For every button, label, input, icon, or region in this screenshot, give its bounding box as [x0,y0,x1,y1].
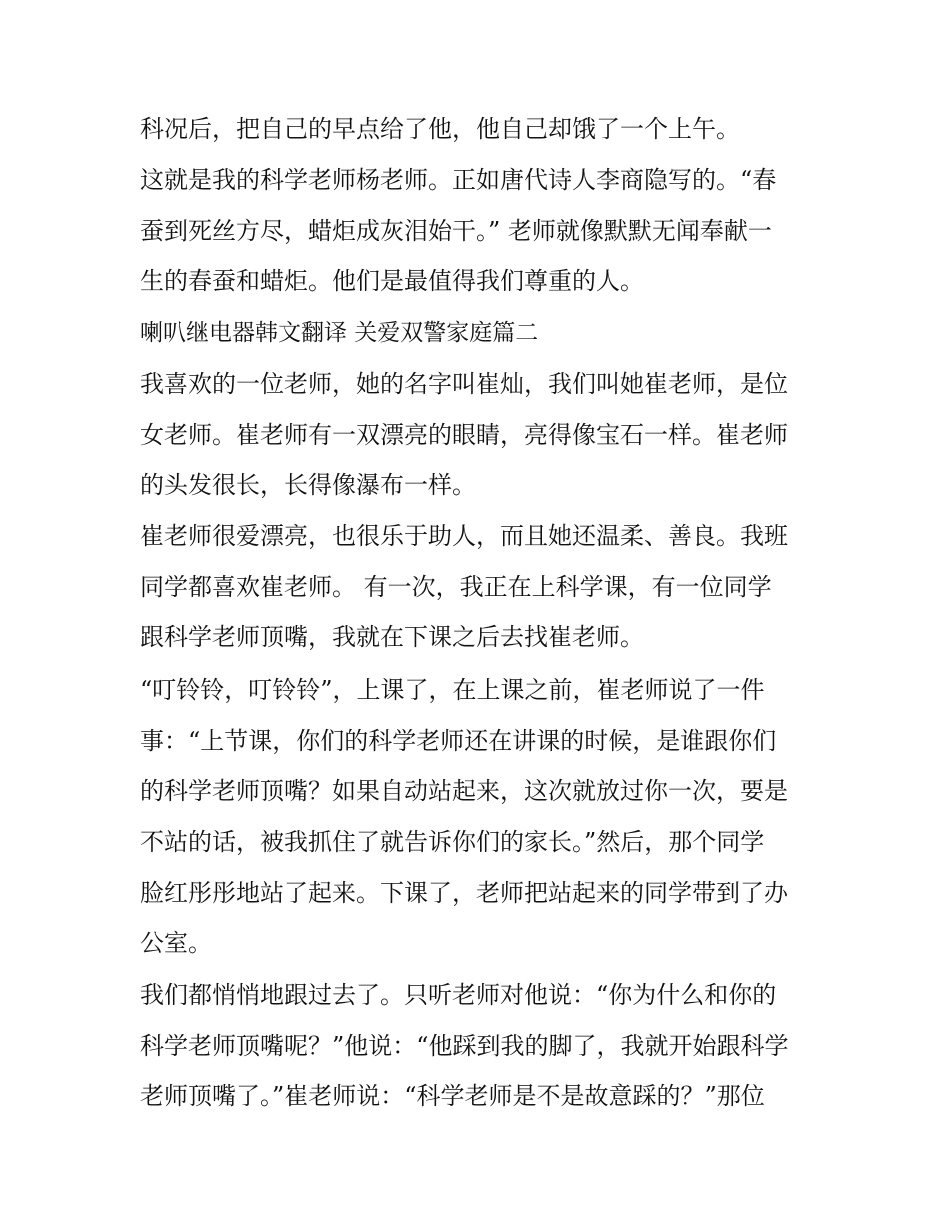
text-line: 女老师。崔老师有一双漂亮的眼睛，亮得像宝石一样。崔老师 [140,421,788,449]
text-line: 公室。 [140,929,212,957]
text-line: 同学都喜欢崔老师。 有一次，我正在上科学课，有一位同学 [140,573,772,601]
text-line: “叮铃铃，叮铃铃”，上课了，在上课之前，崔老师说了一件 [140,676,765,704]
text-line: 事：“上节课，你们的科学老师还在讲课的时候，是谁跟你们 [140,727,777,755]
text-line: 我们都悄悄地跟过去了。只听老师对他说：“你为什么和你的 [140,981,777,1009]
text-line: 科况后，把自己的早点给了他，他自己却饿了一个上午。 [140,115,740,143]
text-line: 的科学老师顶嘴？如果自动站起来，这次就放过你一次，要是 [140,777,788,805]
text-line: 跟科学老师顶嘴，我就在下课之后去找崔老师。 [140,623,644,651]
text-line: 的头发很长，长得像瀑布一样。 [140,471,476,499]
text-line: 科学老师顶嘴呢？”他说：“他踩到我的脚了，我就开始跟科学 [140,1032,789,1060]
text-line: 生的春蚕和蜡炬。他们是最值得我们尊重的人。 [140,267,644,295]
section-heading: 喇叭继电器韩文翻译 关爱双警家庭篇二 [140,320,539,346]
text-line: 这就是我的科学老师杨老师。正如唐代诗人李商隐写的。“春 [140,166,777,194]
text-line: 我喜欢的一位老师，她的名字叫崔灿，我们叫她崔老师，是位 [140,370,788,398]
text-line: 崔老师很爱漂亮，也很乐于助人，而且她还温柔、善良。我班 [140,522,788,550]
text-line: 蚕到死丝方尽，蜡炬成灰泪始干。” 老师就像默默无闻奉献一 [140,217,772,245]
text-line: 老师顶嘴了。”崔老师说：“科学老师是不是故意踩的？”那位 [140,1082,765,1110]
text-line: 不站的话，被我抓住了就告诉你们的家长。”然后，那个同学 [140,828,765,856]
text-line: 脸红彤彤地站了起来。下课了，老师把站起来的同学带到了办 [140,879,788,907]
